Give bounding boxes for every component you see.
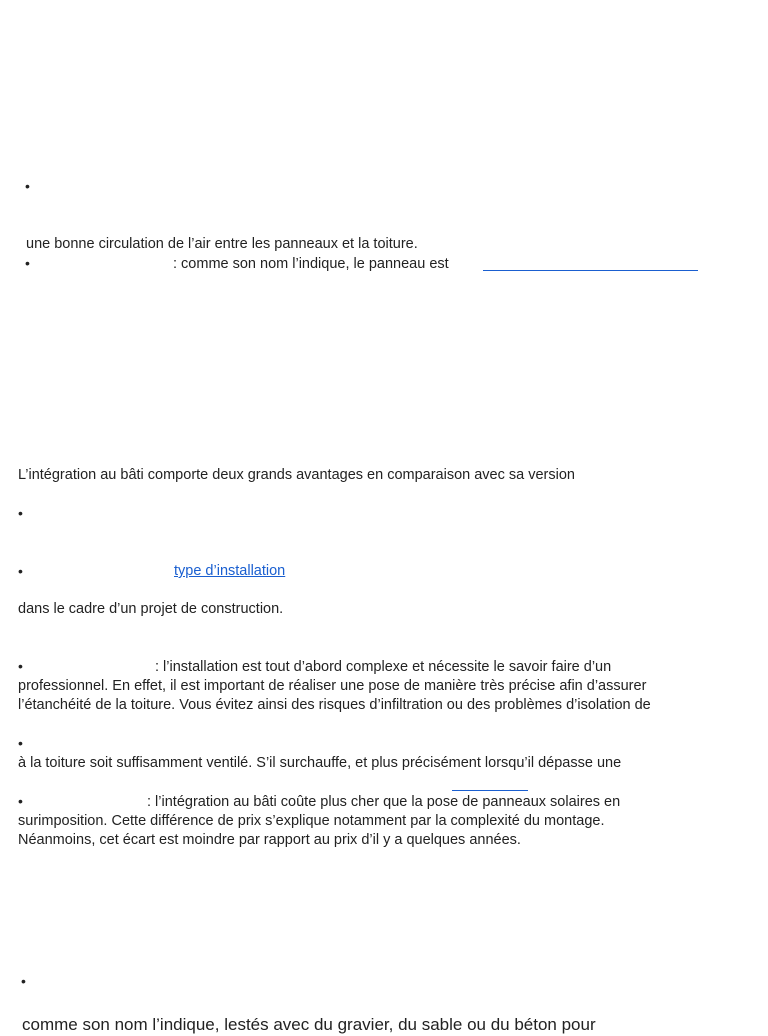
text-line-integration-advantages: L’intégration au bâti comporte deux grands avantages en comparaison avec sa version: [18, 467, 575, 483]
text-line-cost: : l’intégration au bâti coûte plus cher que la pose de panneaux solaires en: [147, 794, 621, 810]
text-line-air-circulation: une bonne circulation de l’air entre les panneaux et la toiture.: [26, 236, 418, 252]
text-line-professional: professionnel. En effet, il est important de réaliser une pose de manière très précise afin d’assurer: [18, 678, 647, 694]
text-line-installation-complex: : l’installation est tout d’abord complexe et nécessite le savoir faire d’un: [155, 659, 612, 675]
text-line-construction-project: dans le cadre d’un projet de construction.: [18, 601, 284, 617]
text-line-price-difference: surimposition. Cette différence de prix s’explique notamment par la complexité du montage.: [18, 813, 605, 829]
bullet-5: •: [18, 658, 23, 674]
bullet-1: •: [25, 178, 30, 194]
link-underline-1[interactable]: [483, 270, 698, 271]
text-line-ventilation: à la toiture soit suffisamment ventilé. S’il surchauffe, et plus précisément lorsqu’il dépasse une: [18, 755, 622, 771]
text-line-panel-name: : comme son nom l’indique, le panneau est: [173, 256, 449, 272]
bullet-6: •: [18, 735, 23, 751]
text-line-waterproofing: l’étanchéité de la toiture. Vous évitez ainsi des risques d’infiltration ou des problèmes d’isolation de: [18, 697, 651, 713]
bullet-7: •: [18, 793, 23, 809]
installation-type-link[interactable]: type d’installation: [174, 563, 286, 579]
bullet-2: •: [25, 255, 30, 271]
text-line-ballasted: comme son nom l’indique, lestés avec du gravier, du sable ou du béton pour: [22, 1015, 596, 1034]
link-underline-2[interactable]: [452, 790, 528, 791]
bullet-4: •: [18, 563, 23, 579]
bullet-3: •: [18, 505, 23, 521]
bullet-8: •: [21, 973, 26, 989]
text-line-gap-smaller: Néanmoins, cet écart est moindre par rapport au prix d’il y a quelques années.: [18, 832, 521, 848]
